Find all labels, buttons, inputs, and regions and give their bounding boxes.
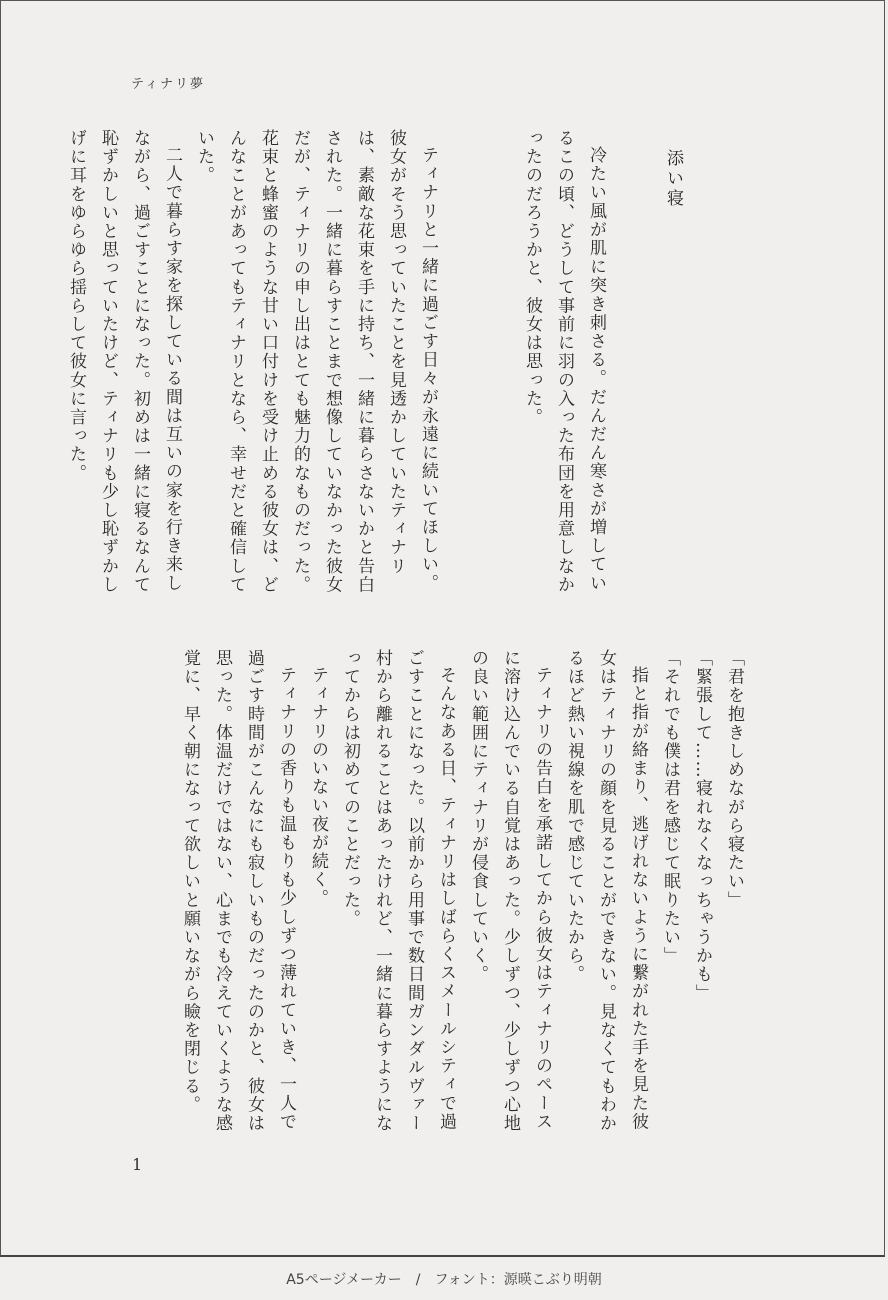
page-number: 1: [132, 1155, 143, 1174]
paragraph: ティナリのいない夜が続く。: [308, 666, 328, 908]
paragraph: ティナリの告白を承諾してから彼女はティナリのペースに溶け込んでいる自覚はあった。少しずつ、少しずつ心地の良い範囲にティナリが侵食していく。: [468, 649, 552, 1133]
story-title: 添い寝: [663, 149, 683, 209]
paragraph: 「それでも僕は君を感じて眠りたい」: [660, 649, 680, 966]
paragraph: ティナリと一緒に過ごす日々が永遠に続いてほしい。彼女がそう思っていたことを見透かしていたティナリは、素敵な花束を手に持ち、一緒に暮らさないかと告白された。一緒に暮らすことまで想像していなかった彼女だが、ティナリの申し出はとても魅力的なものだった。花束と蜂蜜のような甘い口付けを受け止める彼女は、どんなことがあってもティナリとなら、幸せだと確信していた。: [194, 129, 438, 594]
paragraph: 指と指が絡まり、逃げれないように繋がれた手を見た彼女はティナリの顔を見ることができない。見なくてもわかるほど熱い視線を肌で感じていたから。: [564, 649, 648, 1133]
text-block-top-left: [60, 129, 444, 609]
header-label: ティナリ夢: [131, 77, 205, 92]
paragraph: そんなある日、ティナリはしばらくスメールシティで過ごすことになった。以前から用事で数日間ガンダルヴァー村から離れることはあったけれど、一緒に暮らすようになってからは初めてのことだった。: [340, 649, 456, 1133]
paragraph: 二人で暮らす家を探している間は互いの家を行き来しながら、過ごすことになった。初めは一緒に寝るなんて恥ずかしいと思っていたけど、ティナリも少し恥ずかしげに耳をゆらゆら揺らして彼女に言った。: [66, 129, 182, 594]
paragraph: 「君を抱きしめながら寝たい」: [724, 649, 744, 910]
paragraph: ティナリの香りも温もりも少しずつ薄れていき、一人で過ごす時間がこんなにも寂しいものだったのかと、彼女は思った。体温だけではない、心までも冷えていくような感覚に、早く朝になって欲しいと願いながら瞼を閉じる。: [180, 649, 296, 1133]
footer-credit: A5ページメーカー / フォント：源暎こぶり明朝: [286, 1272, 602, 1288]
text-block-top-right: [516, 129, 612, 609]
text-block-bottom: [174, 649, 750, 1139]
paragraph: 「緊張して……寝れなくなっちゃうかも」: [692, 649, 712, 1003]
paragraph: 冷たい風が肌に突き刺さる。だんだん寒さが増しているこの頃、どうして事前に羽の入った布団を用意しなかったのだろうかと、彼女は思った。: [522, 129, 606, 594]
